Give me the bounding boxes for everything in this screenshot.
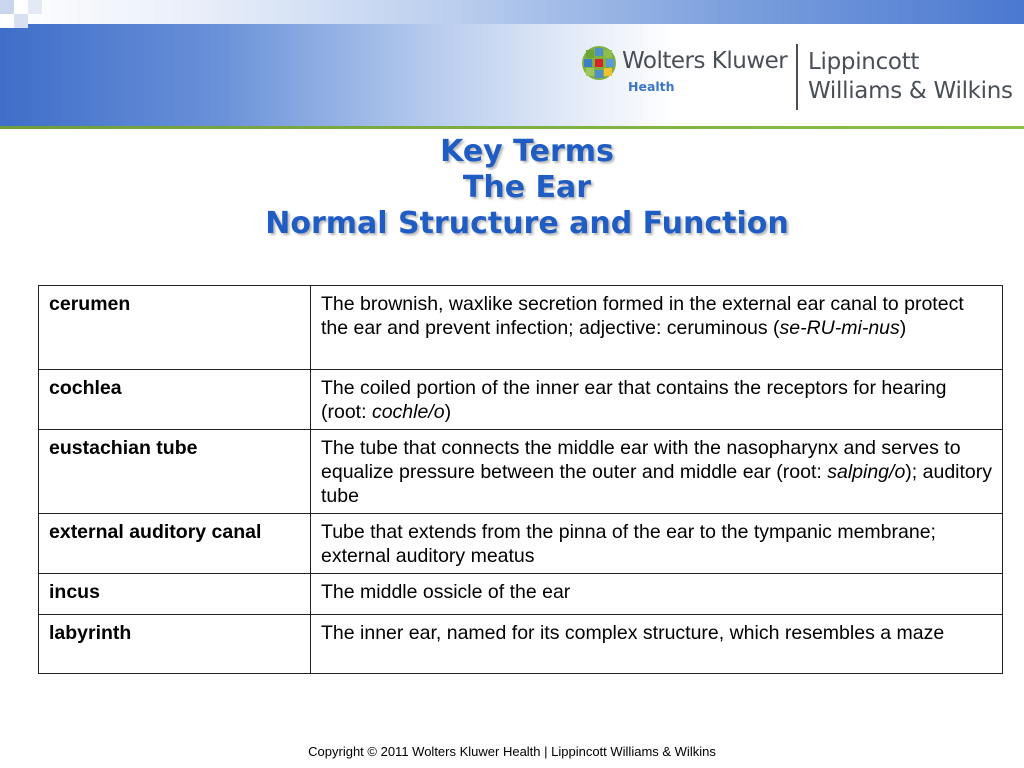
table-row xyxy=(39,286,1003,370)
definition-cell xyxy=(311,286,1003,370)
definition-cell xyxy=(311,574,1003,615)
logo-divider xyxy=(796,44,798,110)
title-line-3: Normal Structure and Function xyxy=(265,206,789,241)
decorative-square xyxy=(14,0,28,14)
definition-cell xyxy=(311,615,1003,674)
table-row xyxy=(39,574,1003,615)
term-cell: incus xyxy=(39,574,311,615)
definition-root-text: salping/o xyxy=(827,461,906,483)
decorative-square xyxy=(0,0,14,14)
definition-text: The middle ossicle of the ear xyxy=(321,581,571,603)
title-line-1: Key Terms xyxy=(440,134,614,169)
term-cell: external auditory canal xyxy=(39,514,311,574)
header-banner xyxy=(0,0,1024,128)
publisher-logo xyxy=(578,42,1018,112)
definition-text: ) xyxy=(899,317,907,339)
slide-title xyxy=(0,134,1024,242)
definition-text: The coiled portion of the inner ear that contains the receptors for hearing (root: xyxy=(321,377,947,423)
imprint-name-line1: Lippincott xyxy=(808,49,920,75)
key-terms-table xyxy=(38,285,1003,674)
definition-text: The tube that connects the middle ear with the nasopharynx and serves to equalize pressure between the outer and middle ear (root: xyxy=(321,437,961,483)
definition-cell xyxy=(311,370,1003,430)
table-row xyxy=(39,430,1003,514)
definition-cell xyxy=(311,430,1003,514)
definition-root-text: cochle/o xyxy=(371,401,445,423)
imprint-name-line2: Williams & Wilkins xyxy=(808,78,1013,104)
table-row xyxy=(39,514,1003,574)
table-row xyxy=(39,615,1003,674)
term-cell: cerumen xyxy=(39,286,311,370)
definition-text: The brownish, waxlike secretion formed in the external ear canal to protect the ear and prevent infection; adjective: ceruminous ( xyxy=(321,293,964,339)
term-cell: labyrinth xyxy=(39,615,311,674)
key-terms-table-body xyxy=(39,286,1003,674)
definition-text: The inner ear, named for its complex structure, which resembles a maze xyxy=(321,622,945,644)
definition-cell xyxy=(311,514,1003,574)
decorative-square xyxy=(0,14,14,28)
decorative-square xyxy=(28,0,42,14)
publisher-division: Health xyxy=(628,79,675,94)
definition-root-text: se-RU-mi-nus xyxy=(779,317,900,339)
wolters-kluwer-globe-icon xyxy=(581,45,617,81)
copyright-footer: Copyright © 2011 Wolters Kluwer Health | Lippincott Williams & Wilkins xyxy=(308,744,716,759)
decorative-square xyxy=(14,14,28,28)
header-rule xyxy=(0,126,1024,129)
definition-text: ); auditory tube xyxy=(321,461,992,507)
table-row xyxy=(39,370,1003,430)
publisher-name: Wolters Kluwer xyxy=(622,48,788,74)
term-cell: eustachian tube xyxy=(39,430,311,514)
title-line-2: The Ear xyxy=(462,170,592,205)
definition-text: Tube that extends from the pinna of the ear to the tympanic membrane; external auditory meatus xyxy=(321,521,936,567)
definition-text: ) xyxy=(444,401,452,423)
header-top-band xyxy=(0,0,1024,24)
term-cell: cochlea xyxy=(39,370,311,430)
